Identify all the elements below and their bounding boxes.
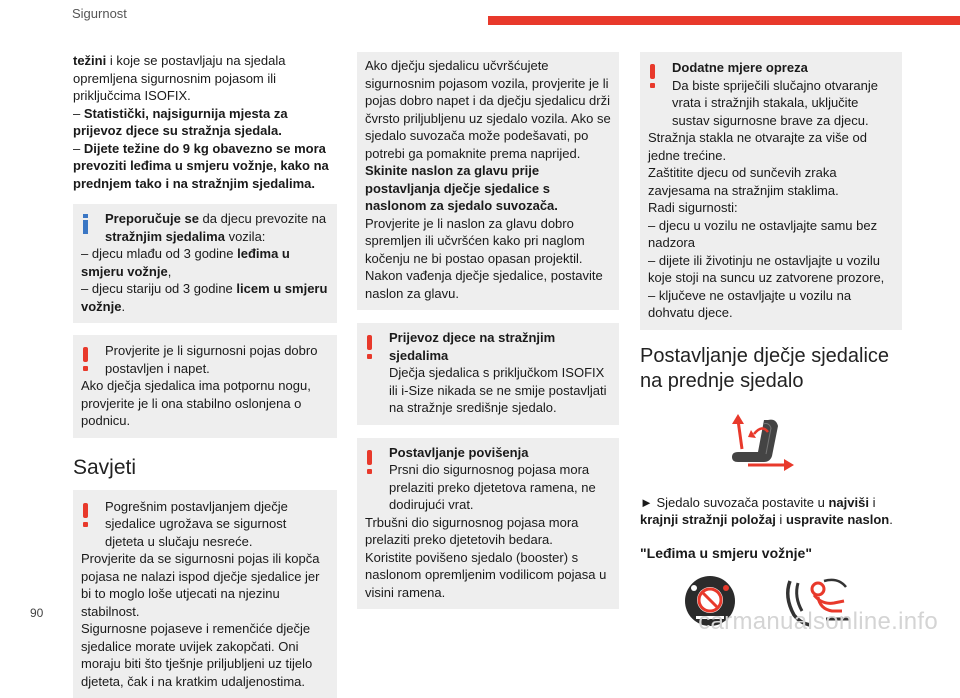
dash: – xyxy=(73,141,84,156)
paragraph-bold xyxy=(365,162,611,215)
warning-icon xyxy=(83,347,88,362)
warning-line: Da biste spriječili slučajno otvaranje vrata i stražnjih stakala, uključite sustav sigurnosne brave za djecu. xyxy=(648,77,894,130)
warning-line: Sigurnosne pojaseve i remenčiće dječje sjedalice morate uvijek zakopčati. Oni moraju biti što tješnje priljubljeni uz tijelo djeteta, čak i na kratkim udaljenostima. xyxy=(81,620,329,690)
section-title-savjeti: Savjeti xyxy=(73,456,337,480)
header-accent-bar xyxy=(488,16,960,25)
instr-text: Sjedalo suvozača postavite u xyxy=(656,495,828,510)
warning-line: Pogrešnim postavljanjem dječje sjedalice ugrožava se sigurnost djeteta u slučaju nesreće. xyxy=(81,498,329,551)
warning-title-text: Prijevoz djece na stražnjim sjedalima xyxy=(389,330,555,363)
paragraph: Ako dječju sjedalicu učvršćujete sigurnosnim pojasom vozila, provjerite je li pojas dobro napet i da dječju sjedalicu drži čvrsto priljubljenu uz sjedalo vozila. Ako se sjedalo suvozača može podešavati, po potrebi ga pomaknite prema naprijed. xyxy=(365,57,611,162)
warning-line: Stražnja stakla ne otvarajte za više od jedne trećine. xyxy=(648,129,894,164)
warning-icon xyxy=(367,450,372,465)
warning-list-item: – dijete ili životinju ne ostavljajte u vozilu koje stoji na suncu uz zatvorene prozore, xyxy=(648,252,894,287)
seat-adjust-icon xyxy=(708,414,808,474)
warning-title xyxy=(365,329,611,364)
header-title: Sigurnost xyxy=(72,6,127,21)
text-box xyxy=(357,52,619,310)
illustration-area xyxy=(640,414,902,476)
info-list-item xyxy=(81,245,329,280)
info-item-bold: leđima u smjeru vožnje xyxy=(81,246,290,279)
paragraph: Provjerite je li naslon za glavu dobro spremljen ili učvršćen kako pri naglom kočenju ne bi postao opasan projektil. Nakon vađenja dječje sjedalice, postavite naslon za glavu. xyxy=(365,215,611,303)
warning-box xyxy=(73,490,337,698)
warning-box xyxy=(357,323,619,425)
punct: , xyxy=(168,264,172,279)
subsection-title: "Leđima u smjeru vožnje" xyxy=(640,545,902,561)
warning-line: Koristite povišeno sjedalo (booster) s naslonom opremljenim vodilicom pojasa u visini ramena. xyxy=(365,549,611,602)
list-item xyxy=(73,105,337,140)
instr-text: i xyxy=(869,495,876,510)
warning-line: Provjerite je li sigurnosni pojas dobro postavljen i napet. xyxy=(81,342,329,377)
list-item-text: Statistički, najsigurnija mjesta za prijevoz djece su stražnja sjedala. xyxy=(73,106,288,139)
instr-bold: uspravite naslon xyxy=(786,512,889,527)
warning-line: Prsni dio sigurnosnog pojasa mora prelaziti preko djetetova ramena, ne dodirujući vrat. xyxy=(365,461,611,514)
info-item-text: – djecu stariju od 3 godine xyxy=(81,281,236,296)
warning-line xyxy=(365,364,611,417)
warning-title xyxy=(365,444,611,462)
info-text-2: vozila: xyxy=(225,229,265,244)
info-text-1: da djecu prevozite na xyxy=(199,211,326,226)
instr-bold: najviši xyxy=(828,495,868,510)
warning-icon xyxy=(650,64,655,79)
info-icon xyxy=(83,214,88,228)
info-item-bold: licem u smjeru vožnje xyxy=(81,281,327,314)
intro-bold: težini xyxy=(73,53,106,68)
warning-title-text: Dodatne mjere opreza xyxy=(672,60,808,75)
warning-text: Dječja sjedalica s priključkom ISOFIX ili i-Size nikada se ne smije postavljati na stražnje središnje sjedalo. xyxy=(389,365,606,415)
info-box-intro xyxy=(81,210,329,245)
warning-title xyxy=(648,59,894,77)
warning-icon xyxy=(83,503,88,518)
column-3 xyxy=(640,52,902,635)
column-1 xyxy=(73,52,337,698)
warning-title-text: Postavljanje povišenja xyxy=(389,445,528,460)
info-item-text: – djecu mlađu od 3 godine xyxy=(81,246,237,261)
warning-line: Trbušni dio sigurnosnog pojasa mora prelaziti preko djetetovih bedara. xyxy=(365,514,611,549)
info-bold-1: Preporučuje se xyxy=(105,211,199,226)
warning-box xyxy=(357,438,619,610)
punct: . xyxy=(889,512,893,527)
bold-text: Skinite naslon za glavu prije postavljanja dječje sjedalice s naslonom za sjedalo suvozača. xyxy=(365,163,558,213)
warning-line: Ako dječja sjedalica ima potpornu nogu, provjerite je li ona stabilno oslonjena o podnicu. xyxy=(81,377,329,430)
intro-paragraph xyxy=(73,52,337,105)
arrow-icon: ► xyxy=(640,495,656,510)
list-item-text: Dijete težine do 9 kg obavezno se mora prevoziti leđima u smjeru vožnje, kako na prednjem tako i na stražnjim sjedalima. xyxy=(73,141,329,191)
warning-list-item: – djecu u vozilu ne ostavljajte samu bez nadzora xyxy=(648,217,894,252)
instr-text: i xyxy=(776,512,786,527)
punct: . xyxy=(121,299,125,314)
warning-list-item: – ključeve ne ostavljajte u vozilu na dohvatu djece. xyxy=(648,287,894,322)
column-2 xyxy=(357,52,619,609)
page-number: 90 xyxy=(30,606,43,620)
watermark: carmanualsonline.info xyxy=(698,608,938,636)
warning-line: Radi sigurnosti: xyxy=(648,199,894,217)
warning-box xyxy=(73,335,337,438)
info-list-item xyxy=(81,280,329,315)
info-bold-2: stražnjim sjedalima xyxy=(105,229,225,244)
intro-text: i koje se postavljaju na sjedala opremljena sigurnosnim pojasom ili priključcima ISOFIX. xyxy=(73,53,285,103)
warning-line: Provjerite da se sigurnosni pojas ili kopča pojasa ne nalazi ispod dječje sjedalice jer bi to moglo loše utjecati na njezinu stabilnost. xyxy=(81,550,329,620)
section-title-front-seat: Postavljanje dječje sjedalice na prednje sjedalo xyxy=(640,344,902,394)
warning-icon xyxy=(367,335,372,350)
warning-box xyxy=(640,52,902,330)
instruction-line xyxy=(640,494,902,529)
dash: – xyxy=(73,106,84,121)
list-item xyxy=(73,140,337,193)
instr-bold: krajnji stražnji položaj xyxy=(640,512,776,527)
info-box xyxy=(73,204,337,323)
warning-line: Zaštitite djecu od sunčevih zraka zavjesama na stražnjim staklima. xyxy=(648,164,894,199)
